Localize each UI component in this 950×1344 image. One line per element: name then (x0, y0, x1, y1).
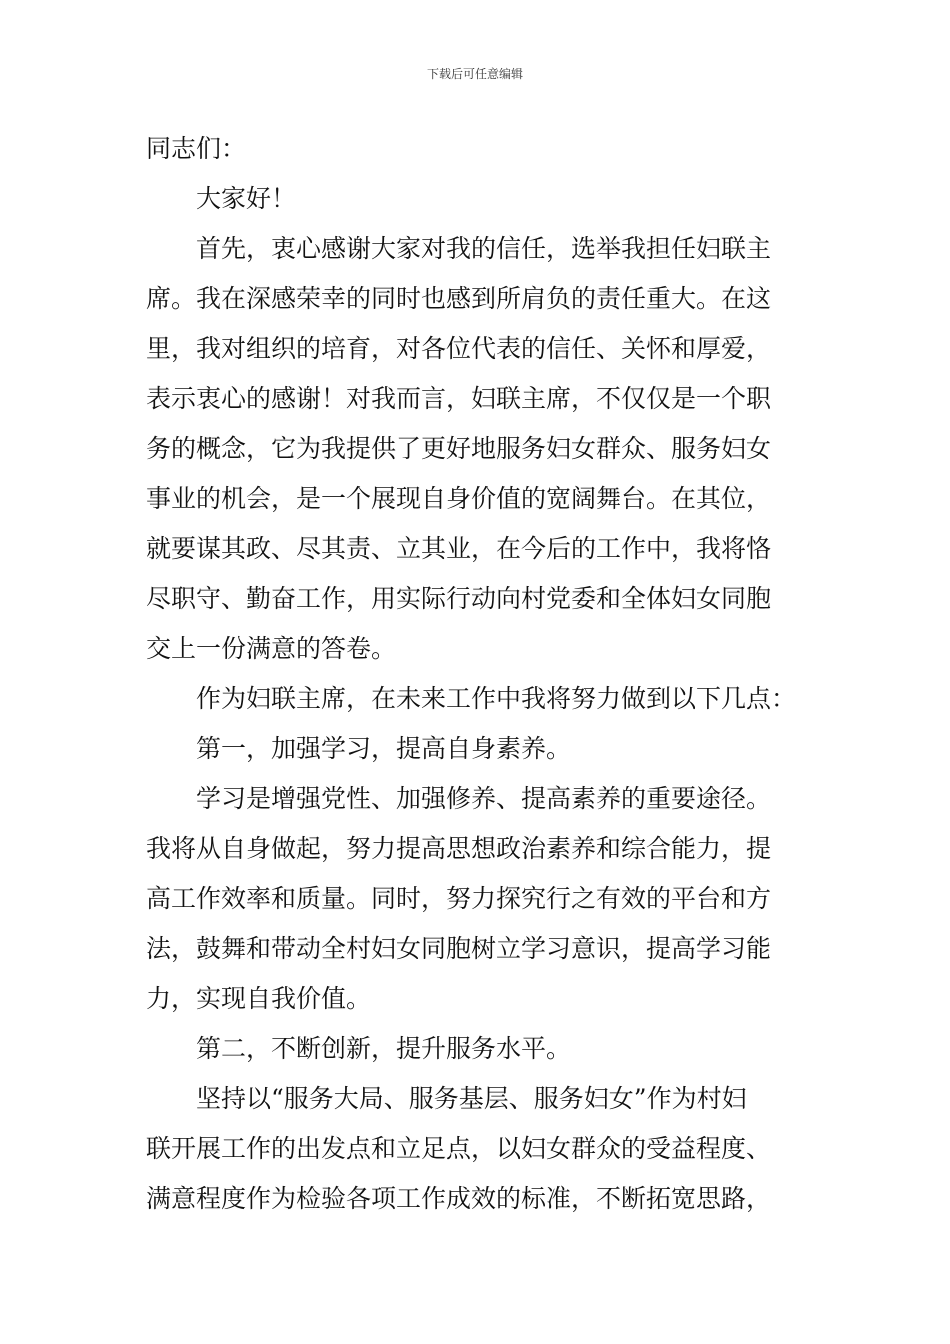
text-line: 大家好！ (196, 184, 297, 213)
text-line: 力，实现自我价值。 (146, 984, 372, 1013)
text-line: 事业的机会，是一个展现自身价值的宽阔舞台。在其位， (146, 484, 772, 513)
text-line: 作为妇联主席，在未来工作中我将努力做到以下几点： (196, 684, 797, 713)
document-body (146, 124, 808, 1224)
text-line: 表示衷心的感谢！对我而言，妇联主席，不仅仅是一个职 (146, 384, 772, 413)
text-line: 法，鼓舞和带动全村妇女同胞树立学习意识，提高学习能 (146, 934, 772, 963)
text-line: 学习是增强党性、加强修养、提高素养的重要途径。 (196, 784, 772, 813)
text-line: 首先，衷心感谢大家对我的信任，选举我担任妇联主 (196, 234, 772, 263)
text-line: 交上一份满意的答卷。 (146, 634, 397, 663)
text-line: 坚持以“服务大局、服务基层、服务妇女”作为村妇 (196, 1084, 747, 1113)
text-line: 里，我对组织的培育，对各位代表的信任、关怀和厚爱， (146, 334, 772, 363)
text-line: 同志们： (146, 134, 247, 163)
text-line: 就要谋其政、尽其责、立其业，在今后的工作中，我将恪 (146, 534, 772, 563)
text-line: 联开展工作的出发点和立足点，以妇女群众的受益程度、 (146, 1134, 772, 1163)
text-line: 第一，加强学习，提高自身素养。 (196, 734, 572, 763)
text-line: 满意程度作为检验各项工作成效的标准，不断拓宽思路， (146, 1184, 772, 1213)
text-line: 务的概念，它为我提供了更好地服务妇女群众、服务妇女 (146, 434, 772, 463)
text-line: 尽职守、勤奋工作，用实际行动向村党委和全体妇女同胞 (146, 584, 772, 613)
header-note: 下载后可任意编辑 (426, 67, 523, 81)
text-line: 第二，不断创新，提升服务水平。 (196, 1034, 572, 1063)
text-line: 我将从自身做起，努力提高思想政治素养和综合能力，提 (146, 834, 772, 863)
text-line: 高工作效率和质量。同时，努力探究行之有效的平台和方 (146, 884, 772, 913)
text-line: 席。我在深感荣幸的同时也感到所肩负的责任重大。在这 (146, 284, 772, 313)
